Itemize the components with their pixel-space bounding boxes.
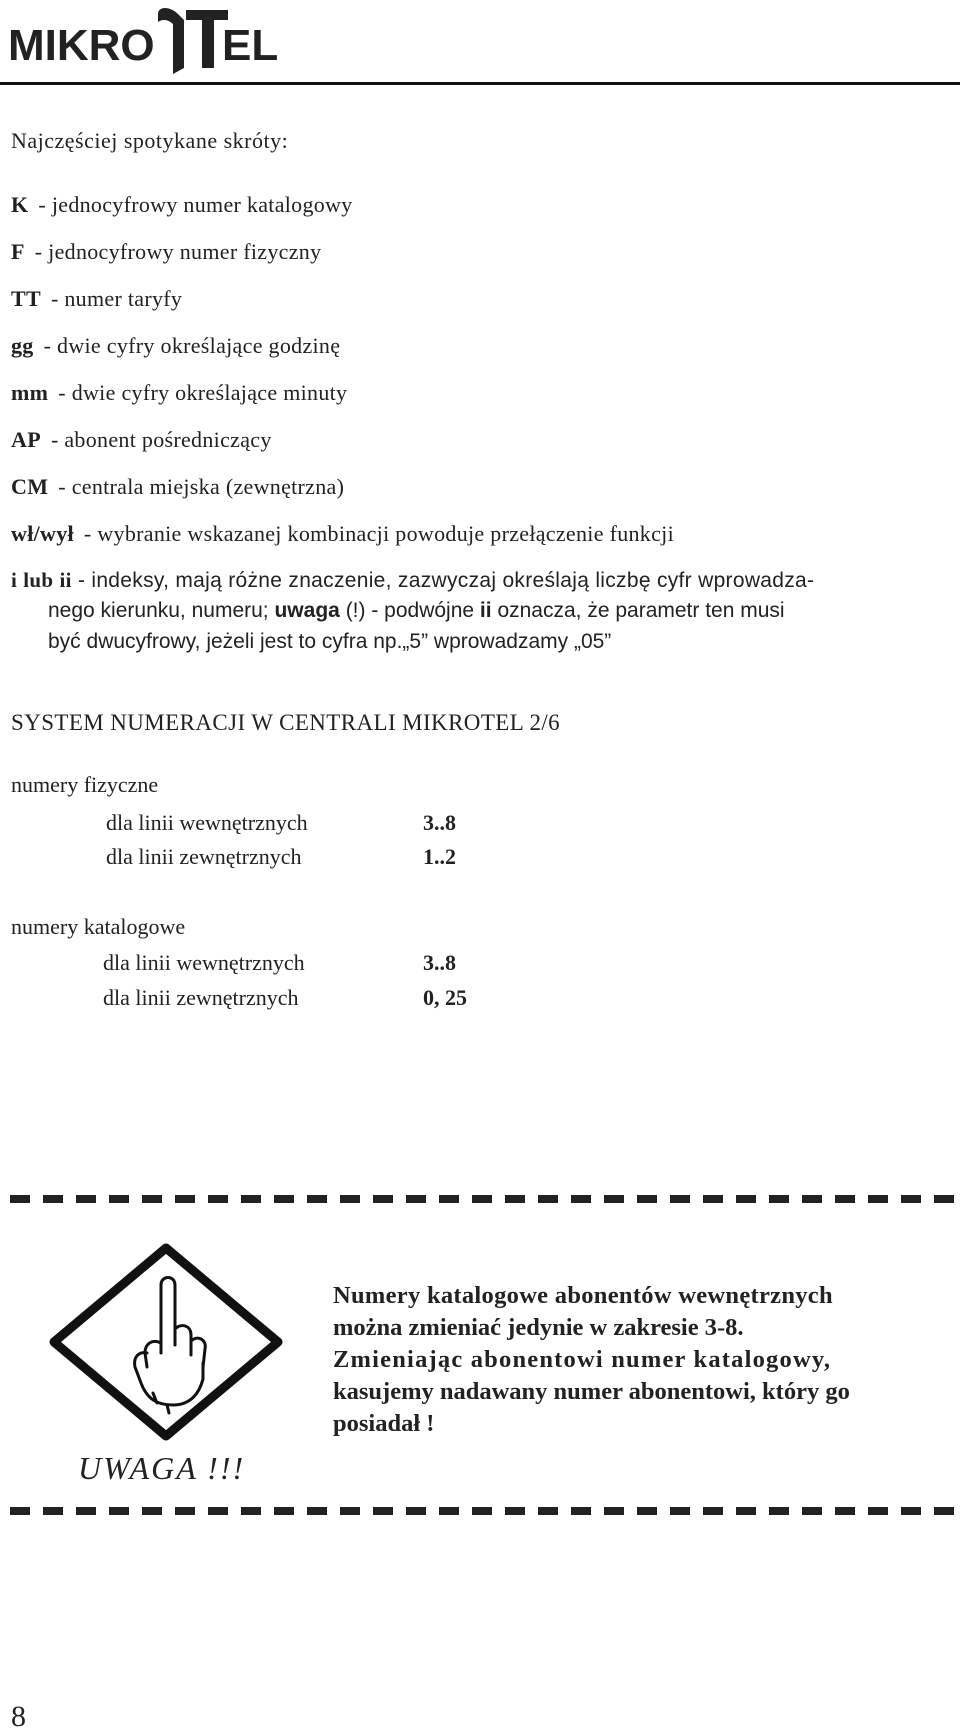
abbr-key: K xyxy=(11,192,29,217)
warning-line: posiadał ! xyxy=(333,1410,435,1437)
physical-row: dla linii zewnętrznych xyxy=(106,844,302,869)
index-note-line-2: nego kierunku, numeru; uwaga (!) - podwójne ii oznacza, że parametr ten musi xyxy=(48,599,785,622)
physical-value: 1..2 xyxy=(423,844,456,869)
index-note-text: - indeksy, mają różne znaczenie, zazwyczaj określają liczbę cyfr wprowadza- xyxy=(77,569,815,592)
abbr-row xyxy=(11,521,674,547)
warning-line: Numery katalogowe abonentów wewnętrznych xyxy=(333,1282,833,1309)
physical-row: dla linii wewnętrznych xyxy=(106,810,308,835)
pointing-hand-warning-icon xyxy=(49,1243,283,1441)
abbr-desc: - dwie cyfry określające minuty xyxy=(58,380,348,405)
warning-message xyxy=(333,1280,958,1440)
abbr-key: mm xyxy=(11,380,49,405)
abbr-key: AP xyxy=(11,427,41,452)
abbr-row xyxy=(11,427,272,453)
logo-text-left: MIKRO xyxy=(8,21,155,70)
abbr-desc: - numer taryfy xyxy=(50,286,183,311)
abbr-key: CM xyxy=(11,474,49,499)
section-heading: SYSTEM NUMERACJI W CENTRALI MIKROTEL 2/6 xyxy=(11,710,561,735)
abbr-desc: - jednocyfrowy numer fizyczny xyxy=(34,239,322,264)
abbr-key: i xyxy=(11,568,18,592)
intro-text: Najczęściej spotykane skróty: xyxy=(11,128,289,153)
abbr-desc: - jednocyfrowy numer katalogowy xyxy=(38,192,353,217)
abbr-key: gg xyxy=(11,333,34,358)
dashed-separator xyxy=(10,1507,955,1515)
catalog-row: dla linii wewnętrznych xyxy=(103,950,305,975)
abbr-key: ii xyxy=(59,568,72,592)
catalog-value: 3..8 xyxy=(423,950,456,975)
abbr-desc: - dwie cyfry określające godzinę xyxy=(43,333,341,358)
abbr-key: lub xyxy=(23,568,54,592)
abbr-key: F xyxy=(11,239,25,264)
uwaga-label: UWAGA !!! xyxy=(78,1450,246,1486)
header-rule xyxy=(0,82,960,85)
warning-line: można zmieniać jedynie w zakresie 3-8. xyxy=(333,1314,744,1341)
abbr-desc: - wybranie wskazanej kombinacji powoduje przełączenie funkcji xyxy=(83,521,674,546)
abbr-key: wł/wył xyxy=(11,521,74,546)
index-note-line-1 xyxy=(11,568,814,593)
warning-line: Zmieniając abonentowi numer katalogowy, xyxy=(333,1346,832,1373)
warning-line: kasujemy nadawany numer abonentowi, który go xyxy=(333,1378,850,1405)
mikrotel-logo xyxy=(8,4,290,74)
dashed-separator xyxy=(10,1195,955,1203)
abbr-row xyxy=(11,333,340,359)
abbr-key: TT xyxy=(11,286,41,311)
catalog-label: numery katalogowe xyxy=(11,914,186,939)
abbr-row xyxy=(11,192,353,218)
page-number: 8 xyxy=(11,1700,26,1733)
physical-label: numery fizyczne xyxy=(11,772,159,797)
uwaga-inline: uwaga xyxy=(274,599,340,622)
abbr-row xyxy=(11,286,182,312)
catalog-row: dla linii zewnętrznych xyxy=(103,985,299,1010)
index-note-line-3: być dwucyfrowy, jeżeli jest to cyfra np.„5” wprowadzamy „05” xyxy=(48,630,612,653)
abbr-row xyxy=(11,474,344,500)
abbr-row xyxy=(11,239,321,265)
abbr-row xyxy=(11,380,347,406)
physical-value: 3..8 xyxy=(423,810,456,835)
logo-text-right: EL xyxy=(222,21,279,70)
catalog-value: 0, 25 xyxy=(423,985,467,1010)
abbr-desc: - abonent pośredniczący xyxy=(50,427,272,452)
abbr-desc: - centrala miejska (zewnętrzna) xyxy=(58,474,345,499)
